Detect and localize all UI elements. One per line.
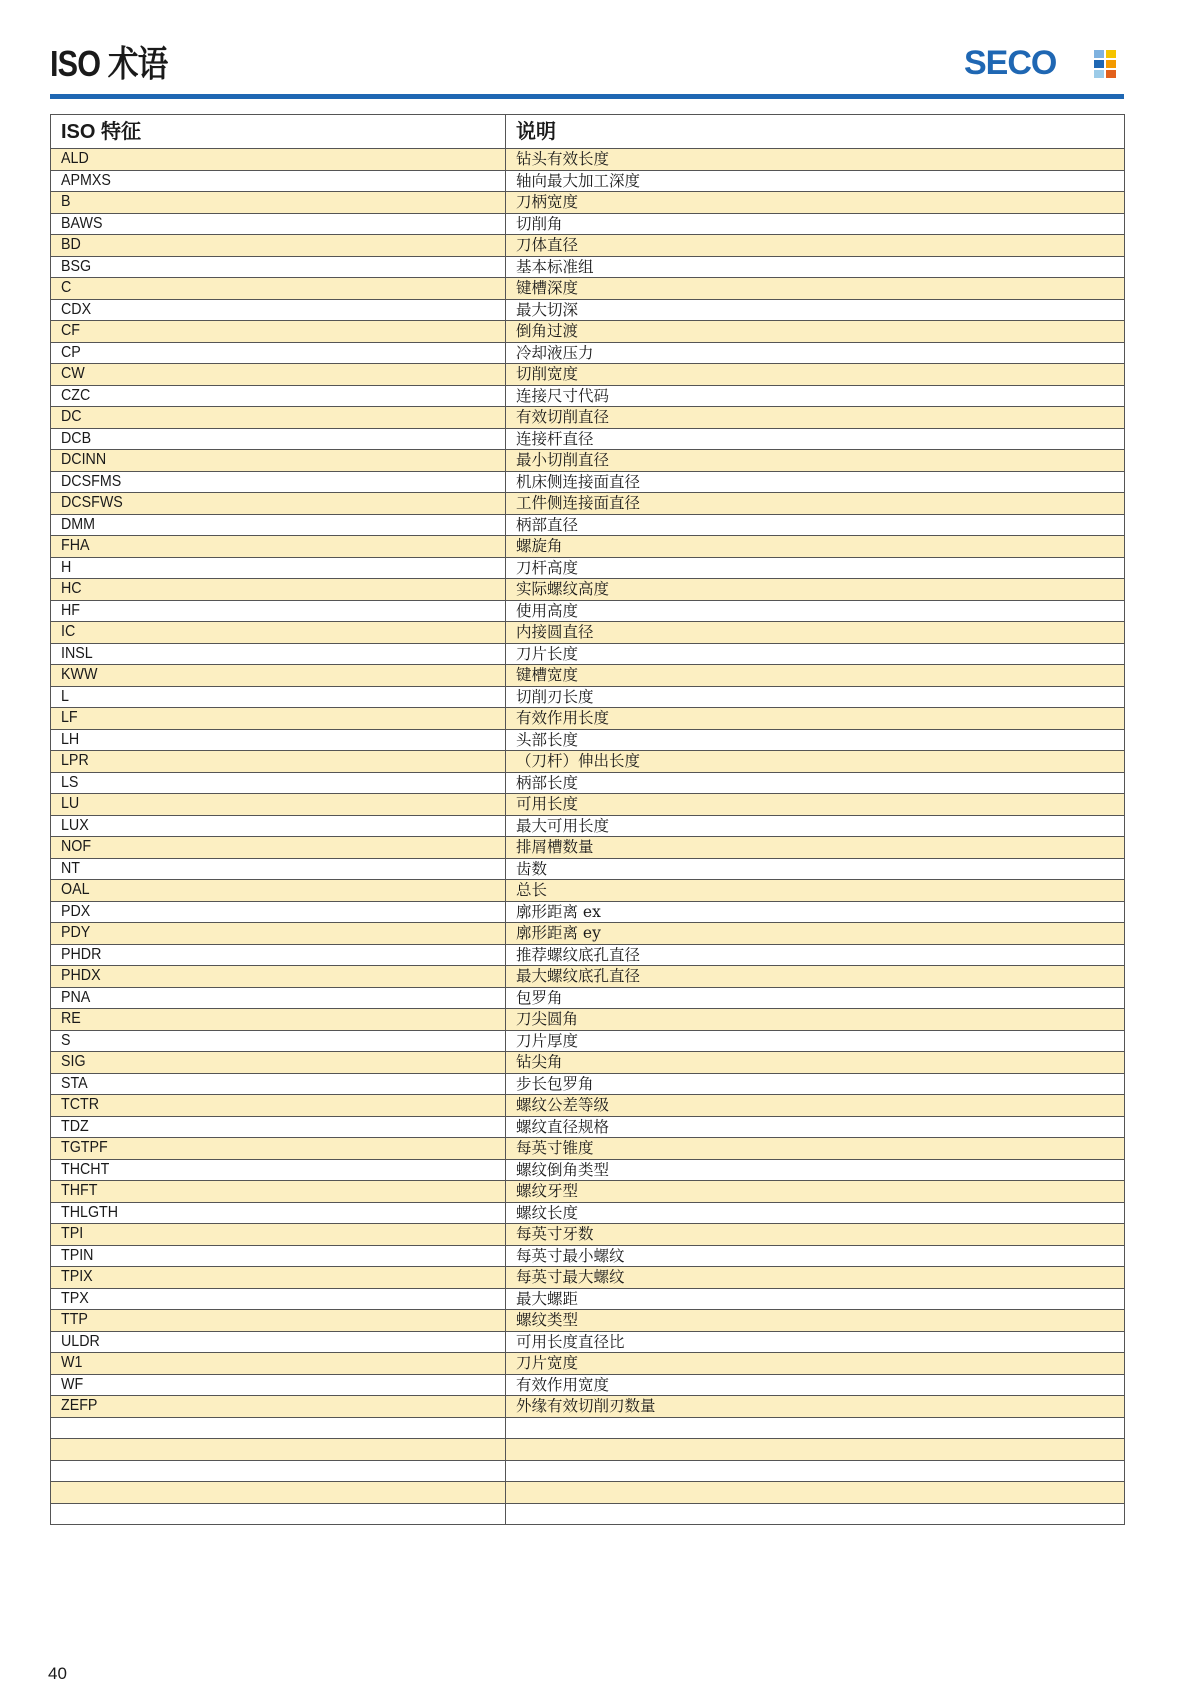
iso-code-cell [51,880,506,902]
description-cell: 使用高度 [506,600,1125,622]
description-cell: 工件侧连接面直径 [506,493,1125,515]
table-row [51,966,1125,988]
iso-code: SIG [61,1053,86,1071]
table-row [51,1417,1125,1439]
description-cell: 螺纹公差等级 [506,1095,1125,1117]
table-row [51,493,1125,515]
description-cell: 步长包罗角 [506,1073,1125,1095]
iso-code: FHA [61,537,90,555]
description-cell: 机床侧连接面直径 [506,471,1125,493]
page-number: 40 [48,1664,67,1683]
iso-code: PHDX [61,967,101,985]
table-row [51,1396,1125,1418]
iso-code-cell [51,321,506,343]
iso-code-cell [51,1331,506,1353]
iso-code-cell [51,622,506,644]
iso-code-cell [51,493,506,515]
description-cell: 连接杆直径 [506,428,1125,450]
table-row [51,514,1125,536]
iso-code: LPR [61,752,89,770]
description-cell: 最大螺纹底孔直径 [506,966,1125,988]
table-row [51,1052,1125,1074]
seco-logo-mark-icon [1094,50,1116,78]
iso-code: DMM [61,515,96,533]
description-cell: 刀柄宽度 [506,192,1125,214]
iso-code: STA [61,1074,88,1092]
table-row [51,579,1125,601]
description-cell: （刀杆）伸出长度 [506,751,1125,773]
table-row [51,600,1125,622]
description-cell: 实际螺纹高度 [506,579,1125,601]
description-cell: 刀杆高度 [506,557,1125,579]
description-cell: 齿数 [506,858,1125,880]
description-cell: 轴向最大加工深度 [506,170,1125,192]
description-cell: 螺纹长度 [506,1202,1125,1224]
iso-code: APMXS [61,171,111,189]
description-cell: 每英寸锥度 [506,1138,1125,1160]
description-cell: 螺纹类型 [506,1310,1125,1332]
page-title: ISO 术语 [50,43,168,84]
description-cell: 螺纹牙型 [506,1181,1125,1203]
iso-code: B [61,193,71,211]
table-row [51,192,1125,214]
iso-code: TTP [61,1311,88,1329]
description-cell: 刀片宽度 [506,1353,1125,1375]
table-row [51,1224,1125,1246]
description-cell: 最大螺距 [506,1288,1125,1310]
table-row [51,880,1125,902]
table-row [51,1073,1125,1095]
iso-code-cell [51,192,506,214]
description-cell [506,1417,1125,1439]
iso-code-cell [51,170,506,192]
iso-code-cell [51,1353,506,1375]
iso-code-cell [51,407,506,429]
table-row [51,622,1125,644]
column-header-description: 说明 [506,115,1125,149]
description-cell: 最大切深 [506,299,1125,321]
iso-code: DC [61,408,82,426]
iso-code: LUX [61,816,89,834]
iso-code: LS [61,773,79,791]
iso-code-cell [51,837,506,859]
iso-code-cell [51,1030,506,1052]
iso-code: CP [61,343,81,361]
table-row [51,1353,1125,1375]
iso-code-cell [51,213,506,235]
table-row [51,536,1125,558]
iso-code: TCTR [61,1096,100,1114]
iso-code: CF [61,322,81,340]
iso-code-cell [51,600,506,622]
seco-logo-text: SECO [964,44,1057,82]
table-row [51,987,1125,1009]
table-row [51,1310,1125,1332]
table-row [51,665,1125,687]
table-row [51,235,1125,257]
iso-code-cell [51,751,506,773]
table-row [51,1202,1125,1224]
iso-code: TPIN [61,1246,94,1264]
iso-code-cell [51,1052,506,1074]
table-row [51,256,1125,278]
table-row [51,170,1125,192]
iso-code: WF [61,1375,84,1393]
iso-code: PDY [61,924,91,942]
description-cell [506,1439,1125,1461]
iso-code-cell [51,471,506,493]
description-cell: 内接圆直径 [506,622,1125,644]
table-row [51,1159,1125,1181]
iso-code: TGTPF [61,1139,108,1157]
description-cell: 最小切削直径 [506,450,1125,472]
iso-code: RE [61,1010,81,1028]
table-row [51,1503,1125,1525]
table-row [51,1288,1125,1310]
iso-code: ALD [61,150,89,168]
table-row [51,1009,1125,1031]
table-row [51,1267,1125,1289]
iso-code-cell [51,1482,506,1504]
description-cell: 每英寸最小螺纹 [506,1245,1125,1267]
description-cell: 钻头有效长度 [506,149,1125,171]
description-cell: 螺纹直径规格 [506,1116,1125,1138]
iso-code-cell [51,944,506,966]
description-cell: 切削刃长度 [506,686,1125,708]
iso-code: CZC [61,386,91,404]
table-row [51,450,1125,472]
description-cell: 排屑槽数量 [506,837,1125,859]
iso-code-cell [51,686,506,708]
description-cell [506,1482,1125,1504]
description-cell: 螺旋角 [506,536,1125,558]
table-row [51,149,1125,171]
description-cell: 有效作用宽度 [506,1374,1125,1396]
table-row [51,729,1125,751]
iso-code-cell [51,235,506,257]
iso-code: NOF [61,838,92,856]
description-cell: 头部长度 [506,729,1125,751]
description-cell: 有效作用长度 [506,708,1125,730]
description-cell: 包罗角 [506,987,1125,1009]
iso-code: S [61,1031,71,1049]
description-cell: 钻尖角 [506,1052,1125,1074]
iso-code-cell [51,278,506,300]
iso-code-cell [51,364,506,386]
table-row [51,1331,1125,1353]
table-row [51,1460,1125,1482]
description-cell: 每英寸最大螺纹 [506,1267,1125,1289]
iso-code: LH [61,730,80,748]
description-cell: 基本标准组 [506,256,1125,278]
iso-code: DCSFMS [61,472,122,490]
iso-code: CDX [61,300,92,318]
table-row [51,385,1125,407]
iso-code: W1 [61,1354,83,1372]
description-cell: 螺纹倒角类型 [506,1159,1125,1181]
description-cell: 键槽宽度 [506,665,1125,687]
description-cell: 刀片长度 [506,643,1125,665]
table-row [51,557,1125,579]
iso-code: DCSFWS [61,494,123,512]
iso-code-cell [51,1245,506,1267]
iso-code: TPI [61,1225,84,1243]
iso-code: TDZ [61,1117,89,1135]
iso-code: BSG [61,257,92,275]
iso-code: PHDR [61,945,102,963]
iso-code-cell [51,1460,506,1482]
iso-code-cell [51,1009,506,1031]
iso-code-cell [51,1138,506,1160]
iso-code: PNA [61,988,91,1006]
iso-code-cell [51,708,506,730]
iso-code-cell [51,643,506,665]
iso-code-cell [51,966,506,988]
description-cell: 每英寸牙数 [506,1224,1125,1246]
iso-code-cell [51,1073,506,1095]
iso-code: DCINN [61,451,107,469]
iso-code-cell [51,858,506,880]
table-row [51,1181,1125,1203]
iso-code-cell [51,1267,506,1289]
description-cell: 刀体直径 [506,235,1125,257]
description-cell [506,1460,1125,1482]
iso-code-cell [51,1439,506,1461]
iso-code: DCB [61,429,92,447]
iso-code-cell [51,772,506,794]
table-row [51,901,1125,923]
table-header-row [51,115,1125,149]
iso-code: INSL [61,644,93,662]
iso-code-cell [51,1224,506,1246]
description-cell: 连接尺寸代码 [506,385,1125,407]
description-cell: 廓形距离 ey [506,923,1125,945]
table-row [51,837,1125,859]
iso-code-cell [51,665,506,687]
table-row [51,772,1125,794]
iso-code-cell [51,1116,506,1138]
description-cell: 切削宽度 [506,364,1125,386]
iso-code-cell [51,342,506,364]
iso-code: NT [61,859,81,877]
iso-code-cell [51,1396,506,1418]
iso-code: ULDR [61,1332,100,1350]
iso-code: PDX [61,902,91,920]
description-cell: 可用长度 [506,794,1125,816]
iso-code-cell [51,385,506,407]
iso-code: H [61,558,72,576]
description-cell: 最大可用长度 [506,815,1125,837]
table-row [51,643,1125,665]
iso-code-cell [51,987,506,1009]
description-cell: 刀尖圆角 [506,1009,1125,1031]
iso-code-cell [51,1202,506,1224]
table-row [51,1439,1125,1461]
table-row [51,1482,1125,1504]
table-row [51,1030,1125,1052]
iso-code: C [61,279,72,297]
table-row [51,708,1125,730]
table-row [51,471,1125,493]
description-cell: 柄部直径 [506,514,1125,536]
iso-code: LU [61,795,80,813]
table-row [51,364,1125,386]
table-row [51,321,1125,343]
iso-code-cell [51,815,506,837]
description-cell: 有效切削直径 [506,407,1125,429]
iso-code: THCHT [61,1160,110,1178]
iso-code-cell [51,299,506,321]
iso-code: L [61,687,69,705]
description-cell: 键槽深度 [506,278,1125,300]
table-row [51,407,1125,429]
iso-code-cell [51,579,506,601]
iso-code: LF [61,709,78,727]
iso-code-cell [51,428,506,450]
iso-code-cell [51,1288,506,1310]
iso-code: IC [61,623,76,641]
iso-code: TPIX [61,1268,93,1286]
iso-code-cell [51,536,506,558]
table-row [51,342,1125,364]
description-cell: 廓形距离 ex [506,901,1125,923]
header-rule [50,94,1124,99]
table-row [51,299,1125,321]
iso-code: THFT [61,1182,98,1200]
iso-code-cell [51,1095,506,1117]
iso-code: CW [61,365,85,383]
description-cell: 刀片厚度 [506,1030,1125,1052]
column-header-iso: ISO 特征 [51,115,506,149]
iso-code-cell [51,1417,506,1439]
table-row [51,1245,1125,1267]
iso-code: ZEFP [61,1397,98,1415]
description-cell [506,1503,1125,1525]
iso-code-cell [51,923,506,945]
table-row [51,686,1125,708]
iso-code: OAL [61,881,90,899]
iso-code-cell [51,1374,506,1396]
description-cell: 柄部长度 [506,772,1125,794]
description-cell: 外缘有效切削刃数量 [506,1396,1125,1418]
iso-code: HF [61,601,81,619]
description-cell: 推荐螺纹底孔直径 [506,944,1125,966]
description-cell: 倒角过渡 [506,321,1125,343]
table-row [51,428,1125,450]
iso-code-cell [51,256,506,278]
table-row [51,858,1125,880]
description-cell: 可用长度直径比 [506,1331,1125,1353]
iso-code-cell [51,514,506,536]
table-row [51,278,1125,300]
iso-code: TPX [61,1289,89,1307]
iso-code-cell [51,557,506,579]
iso-code: HC [61,580,82,598]
table-row [51,751,1125,773]
iso-code: THLGTH [61,1203,119,1221]
iso-code-cell [51,1503,506,1525]
iso-code-cell [51,1159,506,1181]
table-row [51,1374,1125,1396]
table-row [51,944,1125,966]
iso-code-cell [51,729,506,751]
iso-code: BAWS [61,214,103,232]
table-row [51,213,1125,235]
iso-code-cell [51,450,506,472]
iso-code-cell [51,149,506,171]
iso-code-cell [51,1181,506,1203]
table-row [51,1138,1125,1160]
description-cell: 切削角 [506,213,1125,235]
iso-code-cell [51,1310,506,1332]
iso-code: BD [61,236,81,254]
iso-terms-table [50,114,1125,1525]
table-row [51,1116,1125,1138]
table-row [51,1095,1125,1117]
iso-code-cell [51,901,506,923]
seco-logo [964,44,1120,82]
table-body [51,149,1125,1525]
description-cell: 冷却液压力 [506,342,1125,364]
table-row [51,794,1125,816]
table-row [51,923,1125,945]
iso-code: KWW [61,666,98,684]
iso-code-cell [51,794,506,816]
description-cell: 总长 [506,880,1125,902]
table-row [51,815,1125,837]
